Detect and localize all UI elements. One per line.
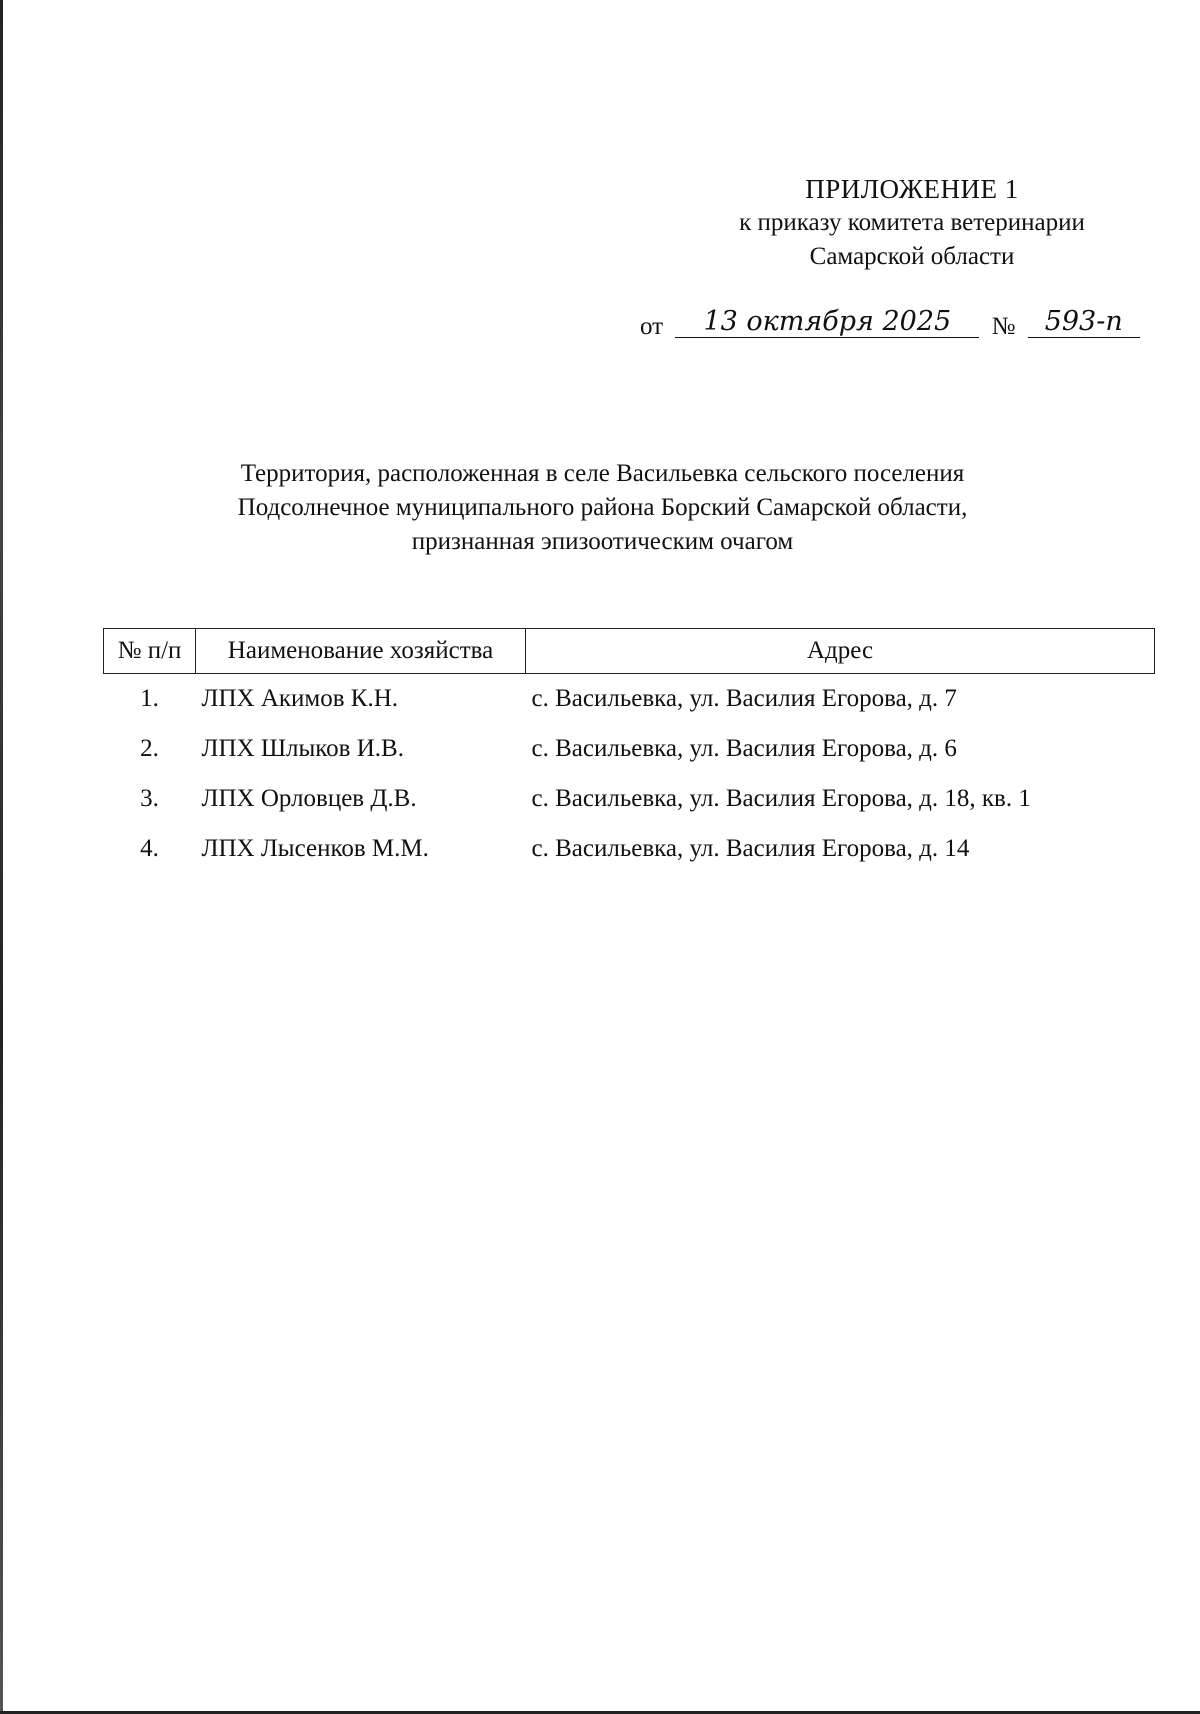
order-number-label: № [991,313,1016,340]
order-reference [634,306,1140,342]
row-farm-name: ЛПХ Шлыков И.В. [201,735,404,762]
appendix-subtitle-line1: к приказу комитета ветеринарии [739,209,1085,236]
appendix-title: ПРИЛОЖЕНИЕ 1 [805,174,1019,204]
scan-edge-left [0,0,3,1714]
order-from-label: от [640,313,664,340]
document-title-line1: Территория, расположенная в селе Васильевка сельского поселения [240,460,965,487]
row-farm-name: ЛПХ Орловцев Д.В. [201,785,417,812]
row-address: с. Васильевка, ул. Василия Егорова, д. 7 [531,685,957,712]
row-address: с. Васильевка, ул. Василия Егорова, д. 18, кв. 1 [531,785,1031,812]
table-row [104,674,1155,725]
table-row [104,824,1155,874]
farms-table [103,628,1155,874]
order-number-handwritten: 593-п [1028,306,1140,338]
row-number: 3. [140,785,159,812]
order-date-handwritten: 13 октября 2025 [675,306,979,338]
appendix-header [702,172,1122,274]
table-row [104,724,1155,774]
row-number: 4. [140,835,159,862]
document-title-line2: Подсолнечное муниципального района Борский Самарской области, [237,494,968,521]
row-number: 2. [140,735,159,762]
row-number: 1. [140,685,159,712]
row-farm-name: ЛПХ Акимов К.Н. [201,685,398,712]
header-farm-name: Наименование хозяйства [196,629,526,674]
appendix-subtitle-line2: Самарской области [809,243,1015,270]
header-number: № п/п [104,629,196,674]
document-title-line3: признанная эпизоотическим очагом [411,528,794,555]
row-address: с. Васильевка, ул. Василия Егорова, д. 14 [531,835,970,862]
row-address: с. Васильевка, ул. Василия Егорова, д. 6 [531,735,957,762]
table-row [104,774,1155,824]
document-title [130,457,1075,559]
row-farm-name: ЛПХ Лысенков М.М. [201,835,429,862]
table-header-row [104,629,1155,674]
header-address: Адрес [526,629,1155,674]
